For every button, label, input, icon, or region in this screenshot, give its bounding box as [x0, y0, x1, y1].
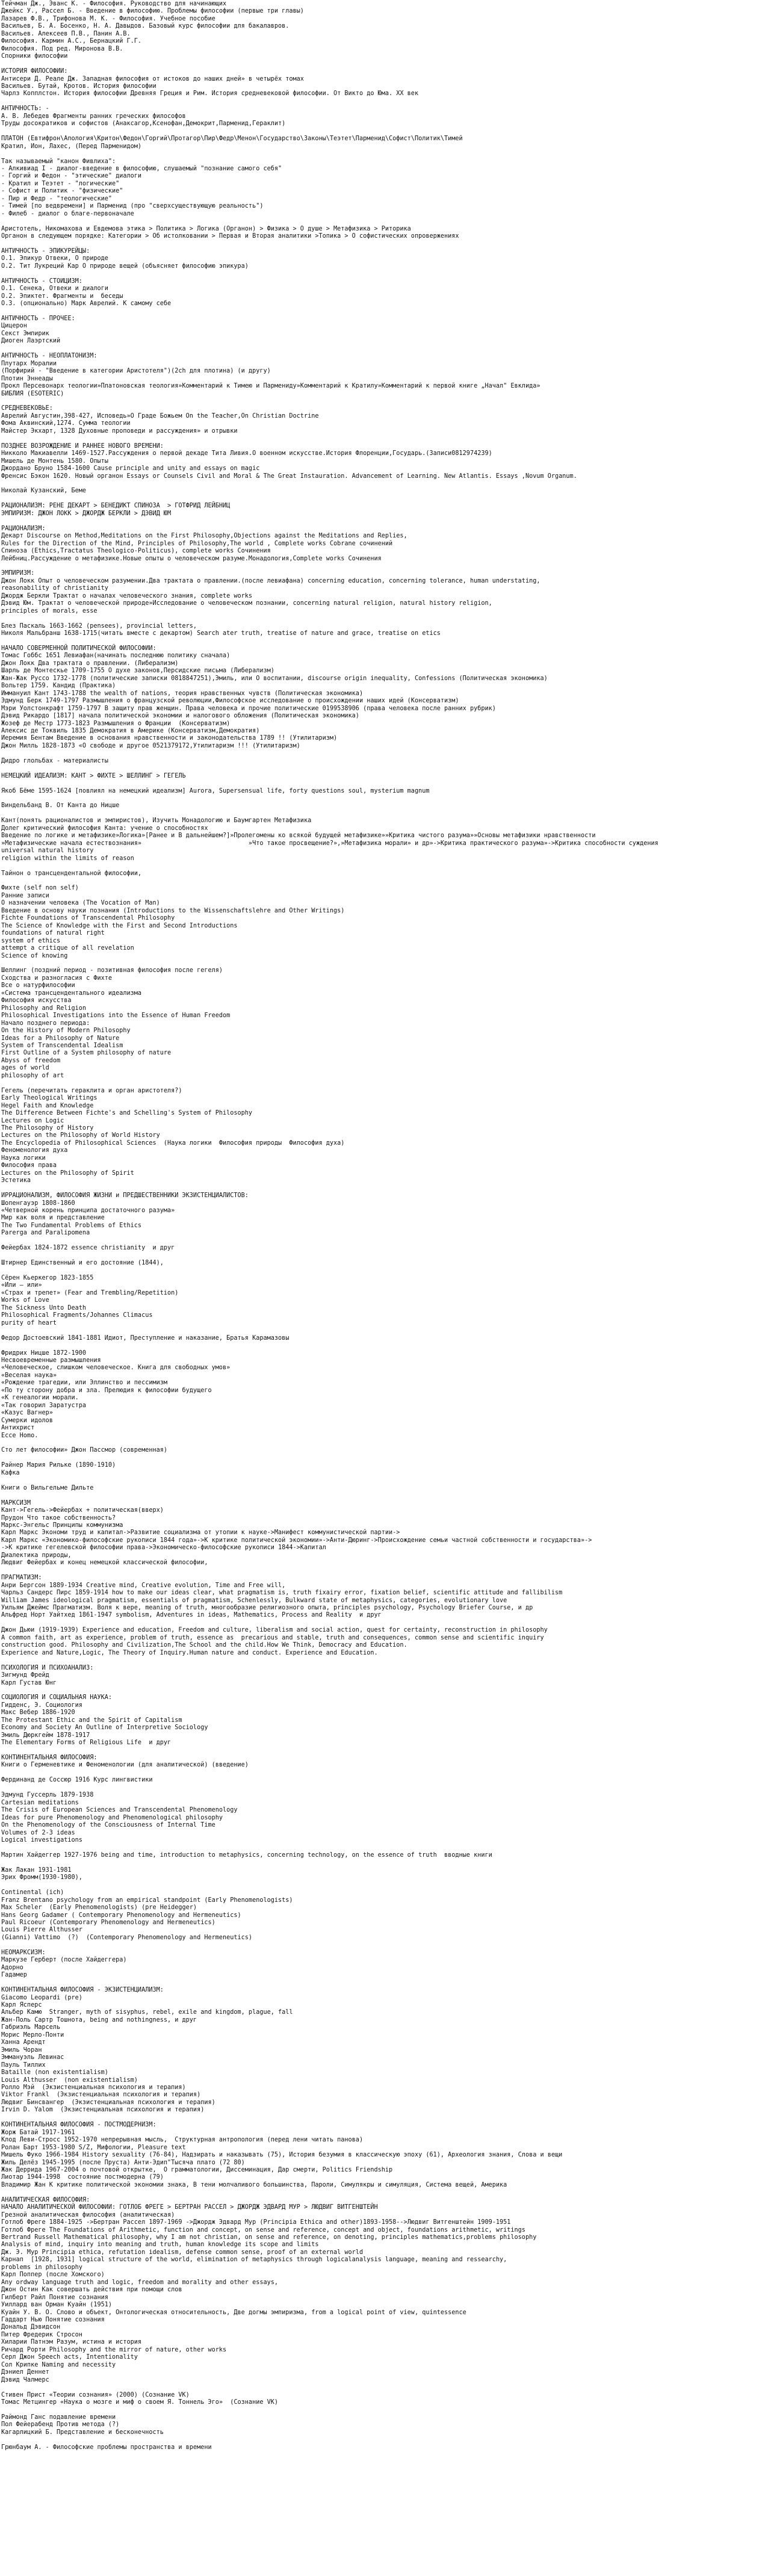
reading-list-text: Тейчман Дж., Эванс К. - Философия. Руководство для начинающих Джейкс У., Рассел Б. - Введение в философию. Проблемы философии (первые три главы) Лазарев Ф.В., Трифонова М. К. - Философия. Учебное пособие Васильев, Б. А. Босенко, Н. А. Давыдов. Базовый курс философии для бакалавров. Васильев. Алексеев П.В., Панин А.В. Философия. Кармин А.С., Бернацкий Г.Г. Философия. Под ред. Миронова В.В. Спорники философии ИСТОРИЯ ФИЛОСОФИИ: Антисери Д. Реале Дж. Западная философия от истоков до наших дней» в четырёх томах Васильев. Бутай, Кротов. История философии Чарлз Копплстон. История философии Древняя Греция и Рим. История средневековой философии. От Викто до Юма. ХХ век АНТИЧНОСТЬ: - А. В. Лебедев Фрагменты ранних греческих философов Труды досократиков и софистов (Анаксагор,Ксенофан,Демокрит,Парменид,Гераклит) ПЛАТОН (Евтифрон\Апология\Критон\Федон\Горгий\Протагор\Пир\Федр\Менон\Государство\Законы\Теэтет\Парменид\Софист\Политик\Тимей Кратил, Ион, Лахес, (Перед Парменидом) Так называемый "канон Фивлиха": - Алкивиад I - диалог-введение в философию, слушаемый "познание самого себя" - Горгий и Федон - "этические" диалоги - Кратил и Теэтет - "логические" - Софист и Политик - "физические" - Пир и Федр - "теологические" - Тимей [по ведвремени] и Парменид (про "сверхсуществующую реальность") - Филеб - диалог о благе-первоначале Аристотель, Никомахова и Евдемова этика > Политика > Логика (Органон) > Физика > О душе > Метафизика > Риторика Органон в следующем порядке: Категории > Об истолковании > Первая и Вторая аналитики >Топика > О софистических опровержениях АНТИЧНОСТЬ - ЭПИКУРЕЙЦЫ: О.1. Эпикур Отвеки, О природе О.2. Тит Лукреций Кар О природе вещей (объясняет философию эпикура) АНТИЧНОСТЬ - СТОИЦИЗМ: О.1. Сенека, Отвеки и диалоги О.2. Эпиктет. Фрагменты и беседы О.3. (опционально) Марк Аврелий. К самому себе АНТИЧНОСТЬ - ПРОЧЕЕ: Цицерон Секст Эмпирик Диоген Лаэртский АНТИЧНОСТЬ - НЕОПЛАТОНИЗМ: Плутарх Моралии (Порфирий - "Введение в категории Аристотеля")(2ch для плотина) (и другу) Плотин Эннеады Прокл Персевонарх теологии»Платоновская теология»Комментарий к Тимею и Пармениду»Комментарий к Кратилу»Комментарий к первой книге „Начал" Евклида» БИБЛИЯ (ESOTERIC) СРЕДНЕВЕКОВЬЕ: Аврелий Августин,398-427, Исповедь»О Граде Божьем On the Teacher,On Christian Doctrine Фома Аквинский,1274. Сумма теологии Майстер Экхарт, 1328 Духовные проповеди и рассуждения» и отрывки ПОЗДНЕЕ ВОЗРОЖДЕНИЕ И РАННЕЕ НОВОГО ВРЕМЕНИ: Никколо Макиавелли 1469-1527.Рассуждения о первой декаде Тита Ливия.О военном искусстве.История Флоренции,Государь.(Записи0812974239) Мишель де Монтень 1580. Опыты Джордано Бруно 1584-1600 Cause principle and unity and essays on magic Френсис Бэкон 1620. Новый органон Essays or Counsels Civil and Moral & The Great Instauration. Advancement of Learning. New Atlantis. Essays ,Novum Organum. Николай Кузанский, Беме РАЦИОНАЛИЗМ: РЕНЕ ДЕКАРТ > БЕНЕДИКТ СПИНОЗА > ГОТФРИД ЛЕЙБНИЦ ЭМПИРИЗМ: ДЖОН ЛОКК > ДЖОРДЖ БЕРКЛИ > ДЭВИД ЮМ РАЦИОНАЛИЗМ: Декарт Discourse on Method,Meditations on the First Philosophy,Objections against the Meditations and Replies, Rules for the Direction of the Mind, Principles of Philosophy,The world , Complete works Cobrane сочинений Спиноза (Ethics,Tractatus Theologico-Politicus), complete works Сочинения Лейбниц.Рассуждение о метафизике.Новые опыты о человеческом разуме.Монадология,Complete works Сочинения ЭМПИРИЗМ: Джон Локк Опыт о человеческом разумении.Два трактата о правлении.(после левиафана) concerning education, concerning tolerance, human understating, reasonability of christianity Джордж Беркли Трактат о началах человеческого знания, complete works Дэвид Юм. Трактат о человеческой природе»Исследование о человеческом познании, concerning natural religion, natural history religion, principles of morals, esse Блез Паскаль 1663-1662 (pensees), provincial letters, Николя Мальбранш 1638-1715(читать вместе с декартом) Search ater truth, treatise of nature and grace, treatise on etics НАЧАЛО СОВЕРМЕННОЙ ПОЛИТИЧЕСКОЙ ФИЛОСОФИИ: Томас Гоббс 1651 Левиафан(начинать последнюю политику сначала) Джон Локк Два трактата о правлении. (Либерализм) Шарль де Монтескье 1709-1755 О духе законов,Персидские письма (Либерализм) Жан-Жак Руссо 1732-1778 (политические записки 0818847251),Эмиль, или О воспитании, discourse origin inequality, Confessions (Политическая экономика) Вольтер 1759. Кандид (Практика) Иммануил Кант 1743-1788 the wealth of nations, теория нравственных чувств (Политическая экономика) Эдмунд Берк 1749-1797 Размышления о французской революции,Философское исследование о происхождении наших идей (Консерватизм) Мэри Уолстонкрафт 1759-1797 В защиту прав женщин. Права человека и прочие политические 0199538906 (права человека после ранних рубрик) Дэвид Рикардо [1817] начала политической экономии и налогового обложения (Политическая экономика) Жозеф де Местр 1773-1823 Размышления о Франции (Консерватизм) Алексис де Токвиль 1835 Демократия в Америке (Консерватизм,Демократия) Иеремия Бентам Введение в основания нравственности и законодательства 1789 !! (Утилитаризм) Джон Милль 1828-1873 «О свободе и другое 0521379172,Утилитаризм !!! (Утилитаризм) Дидро глольбах - материалисты НЕМЕЦКИЙ ИДЕАЛИЗМ: КАНТ > ФИХТЕ > ШЕЛЛИНГ > ГЕГЕЛЬ Якоб Бёме 1595-1624 [повлиял на немецкий идеализм] Aurora, Supersensual life, forty questions soul, mysterium magnum Виндельбанд В. От Канта до Ницше Кант(понять рационалистов и эмпиристов), Изучить Монадологию и Баумгартен Метафизика Долег критический философия Канта: учение о способностях Введение по логике и метафизике»Логика»[Ранее и В дальнейшем?]»Пролегомены ко всякой будущей метафизике»»Критика чистого разума»»Основы метафизики нравственности »Метафизические начала естествознания» »Что такое просвещение?»,»Метафизика морали» и др»->Критика практического разума»->Критика способности суждения universal natural history religion within the limits of reason Тайнон о трансцендентальной философии, Фихте (self non self) Ранние записи О назначении человека (The Vocation of Man) Введение в основу науки познания (Introductions to the Wissenschaftslehre and Other Writings) Fichte Foundations of Transcendental Philosophy The Science of Knowledge with the First and Second Introductions foundations of natural right system of ethics attempt a critique of all revelation Science of knowing Шеллинг (поздний период - позитивная философия после гегеля) Сходства и разногласия с Фихте Все о натурфилософии «Система трансцендентального идеализма Философия искусства Philosophy and Religion Philosophical Investigations into the Essence of Human Freedom Начало позднего периода: On the History of Modern Philosophy Ideas for a Philosophy of Nature System of Transcendental Idealism First Outline of a System philosophy of nature Abyss of freedom ages of world philosophy of art Гегель (перечитать гераклита и орган аристотеля?) Early Theological Writings Hegel Faith and Knowledge The Difference Between Fichte's and Schelling's System of Philosophy Lectures on Logic The Philosophy of History Lectures on the Philosophy of World History The Encyclopedia of Philosophical Sciences (Наука логики Философия природы Философия духа) Феноменология духа Наука логики Философия права Lectures on the Philosophy of Spirit Эстетика ИРРАЦИОНАЛИЗМ, ФИЛОСОФИЯ ЖИЗНИ и ПРЕДШЕСТВЕННИКИ ЭКЗИСТЕНЦИАЛИСТОВ: Шопенгауэр 1808-1860 «Четверной корень принципа достаточного разума» Мир как воля и представление The Two Fundamental Problems of Ethics Parerga and Paralipomena Фейербах 1824-1872 essence christianity и друг Штирнер Единственный и его достояние (1844), Сёрен Кьеркегор 1823-1855 «Или — или» «Страх и трепет» (Fear and Trembling/Repetition) Works of Love The Sickness Unto Death Philosophical Fragments/Johannes Climacus purity of heart Федор Достоевский 1841-1881 Идиот, Преступление и наказание, Братья Карамазовы Фридрих Ницше 1872-1900 Несвоевременные размышления «Человеческое, слишком человеческое. Книга для свободных умов» «Веселая наука» «Рождение трагедии, или Эллинство и пессимизм «По ту сторону добра и зла. Прелюдия к философии будущего «К генеалогии морали. «Так говорил Заратустра «Казус Вагнер» Сумерки идолов Антихрист Ecce Homo. Сто лет философии» Джон Пассмор (современная) Райнер Мария Рильке (1890-1910) Кафка Книги о Вильгельме Дильте МАРКСИЗМ Кант->Гегель->Фейербах + политическая(вверх) Прудон Что такое собственность? Маркс-Энгельс Принципы коммунизма Карл Маркс Экономи труд и капитал->Развитие социализма от утопии к науке->Манифест коммунистической партии-> Карл Маркс «Экономико-философские рукописи 1844 года»->К критике политической экономии»->Анти-Дюринг->Происхождение семьи частной собственности и государства»-> ->К критике гегелевской философии права->Экономическо-философские рукописи 1844->Капитал Диалектика природы, Людвиг Фейербах и конец немецкой классической философии, ПРАГМАТИЗМ: Анри Бергсон 1889-1934 Creative mind, Creative evolution, Time and Free will, Чарльз Сандерс Пирс 1859-1914 how to make our ideas clear, what pragmatism is, truth fixairy error, fixation belief, scientific attitude and fallibilism William James ideological pragmatism, essentials of pragmatism, Schenlessly, Bulkward state of metaphysics, categories, evolutionary love Уильям Джеймс Прагматизм. Воля к вере, meaning of truth, многообразие религиозного опыта, principles psychology, Psychology Briefer Course, и др Альфред Норт Уайтхед 1861-1947 symbolism, Adventures in ideas, Mathematics, Process and Reality и друг Джон Дьюи (1919-1939) Experience and education, Freedom and culture, liberalism and social action, quest for certainty, reconstruction in philosophy A common faith, art as experience, problem of truth, essence as precarious and stable, truth and consequences, common sense and scientific inquiry construction good. Philosophy and Civilization,The School and the child.How We Think, Democracy and Education. Experience and Nature,Logic, The Theory of Inquiry.Human nature and conduct. Experience and Education. ПСИХОЛОГИЯ И ПСИХОАНАЛИЗ: Зигмунд Фрейд Карл Густав Юнг СОЦИОЛОГИЯ И СОЦИАЛЬНАЯ НАУКА: Гидденс, Э. Социология Макс Вебер 1886-1920 The Protestant Ethic and the Spirit of Capitalism Economy and Society An Outline of Interpretive Sociology Эмиль Дюркгейм 1878-1917 The Elementary Forms of Religious Life и друг КОНТИНЕНТАЛЬНАЯ ФИЛОСОФИЯ: Книги о Герменевтике и Феноменологии (для аналитической) (введение) Фердинанд де Соссюр 1916 Курс лингвистики Эдмунд Гуссерль 1879-1938 Cartesian meditations The Crisis of European Sciences and Transcendental Phenomenology Ideas for pure Phenomenology and Phenomenological philosophy On the Phenomenology of the Consciousness of Internal Time Volumes of 2-3 ideas Logical investigations Мартин Хайдеггер 1927-1976 being and time, introduction to metaphysics, concerning technology, on the essence of truth вводные книги Жак Лакан 1931-1981 Эрих Фромм(1930-1980), Continental (ich) Franz Brentano psychology from an empirical standpoint (Early Phenomenologists) Max Scheler (Early Phenomenologists) (pre Heidegger) Hans Georg Gadamer ( Contemporary Phenomenology and Hermeneutics) Paul Ricoeur (Contemporary Phenomenology and Hermeneutics) Louis Pierre Althusser (Gianni) Vattimo (?) (Contemporary Phenomenology and Hermeneutics) НЕОМАРКСИЗМ: Маркузе Герберт (после Хайдеггера) Адорно Гадамер КОНТИНЕНТАЛЬНАЯ ФИЛОСОФИЯ - ЭКЗИСТЕНЦИАЛИЗМ: Giacomo Leopardi (pre) Карл Ясперс Альбер Камю Stranger, myth of sisyphus, rebel, exile and kingdom, plague, fall Жан-Поль Сартр Тошнота, being and nothingness, и друг Габриэль Марсель Морис Мерло-Понти Ханна Арендт Эмиль Чоран Эммануэль Левинас Пауль Тиллих Bataille (non existentialism) Louis Althusser (non existentialism) Ролло Мэй (Экзистенциальная психология и терапия) Viktor Frankl (Экзистенциальная психология и терапия) Людвиг Бинсвангер (Экзистенциальная психология и терапия) Irvin D. Yalom (Экзистенциальная психология и терапия) КОНТИНЕНТАЛЬНАЯ ФИЛОСОФИЯ - ПОСТМОДЕРНИЗМ: Жорж Батай 1917-1961 Клод Леви-Стросс 1952-1970 непрерывная мысль, Структурная антропология (перед лени читать панова) Ролан Барт 1953-1980 S/Z, Мифологии, Pleasure text Мишель Фуко 1966-1984 History sexuality (76-84), Надзирать и наказывать (75), История безумия в классическую эпоху (61), Археология знания, Слова и вещи Жиль Делёз 1945-1995 (после Пруста) Анти-Эдип"Тысяча плато (72 80) Жак Деррида 1967-2004 о почтовой открытке, О грамматологии, Диссеминация, Дар смерти, Politics Friendship Лиотар 1944-1998 состояние постмодерна (79) Владимир Жан К критике политической экономии знака, В тени молчаливого большинства, Пароли, Симулякры и симуляция, Система вещей, Америка АНАЛИТИЧЕСКАЯ ФИЛОСОФИЯ: НАЧАЛО АНАЛИТИЧЕСКОЙ ФИЛОСОФИИ: ГОТЛОБ ФРЕГЕ > БЕРТРАН РАССЕЛ > ДЖОРДЖ ЭДВАРД МУР > ЛЮДВИГ ВИТГЕНШТЕЙН Грезной аналитическая философия (аналитическая) Готлоб Фреге 1884-1925 ->Бертран Рассел 1897-1969 ->Джордж Эдвард Мур (Principia Ethica and other)1893-1958-->Людвиг Витгенштейн 1909-1951 Готлоб Фреге The Foundations of Arithmetic, function and concept, on sense and reference, concept and object, foundations arithmetic, writings Bertrand Russell Mathematical philosophy, why I am not christian, on sense and reference, on denoting, principles mathematics,problems philosophy Analysis of mind, inquiry into meaning and truth, human knowledge its scope and limits Дж. Э. Мур Principia ethica, refutation idealism, defense common sense, proof of an external world Карнап [1928, 1931] logical structure of the world, elimination of metaphysics through logicalanalysis language, meaning and ressearchy, problems in philosophy Карл Поппер (после Хомского) Any ordway language truth and logic, freedom and morality and other essays, Джон Остин Как совершать действия при помощи слов Гилберт Райл Понятие сознания Уиллард ван Орман Куайн (1951) Куайн У. В. О. Слово и объект, Онтологическая относительность, Две догмы эмпиризма, from a logical point of view, quintessence Гаддарт Нью Понятие сознания Дональд Дэвидсон Питер Фредерик Стросон Хиларии Патнэм Разум, истина и история Ричард Рорти Philosophy and the mirror of nature, other works Серл Джон Speech acts, Intentionality Сол Крипке Naming and necessity Дэниел Деннет Дэвид Чалмерс Стивен Прист «Теории сознания» (2000) (Сознание VK) Томас Метцингер «Наука о мозге и миф о своем Я. Тоннель Эго» (Сознание VK) Раймонд Ганс подавление времени Пол Фейерабенд Против метода (?) Кагарлицкий Б. Представление и бесконечность Грюнбаум А. - Философские проблемы пространства и времени: [1, 1, 658, 2451]
